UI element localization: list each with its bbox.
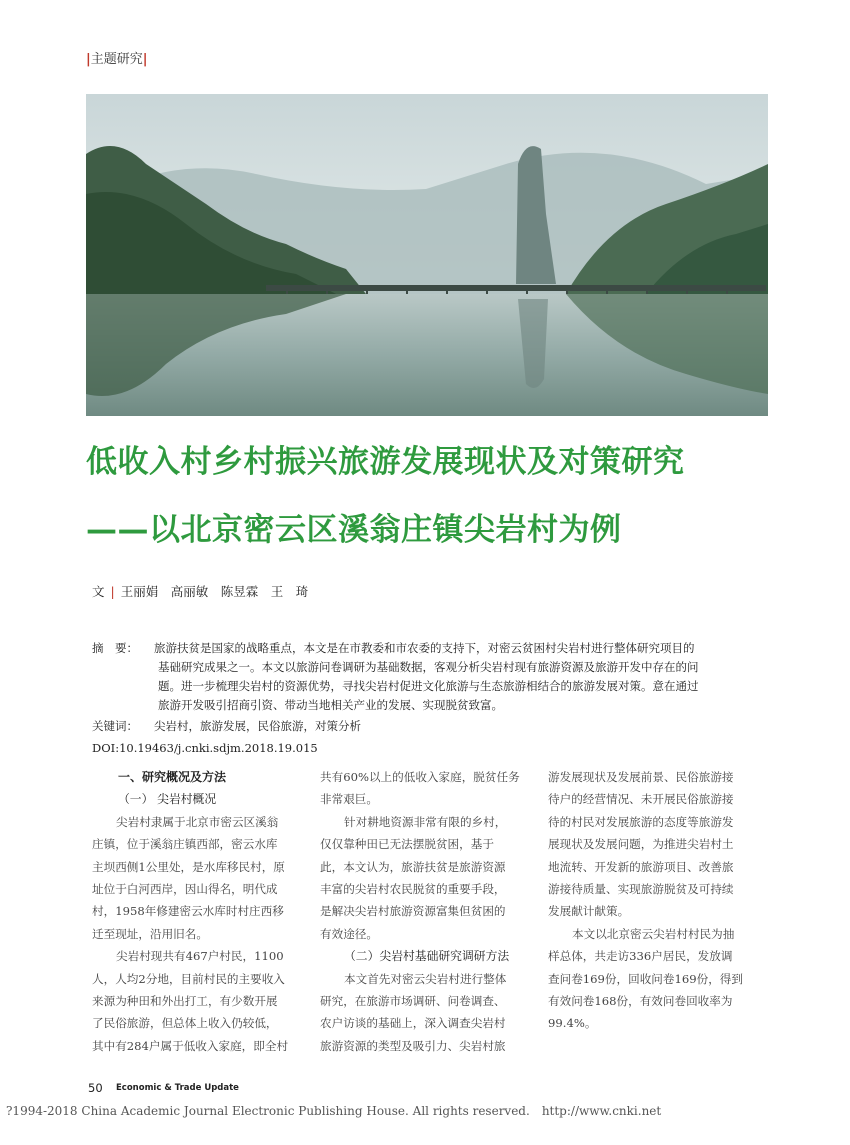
body-text-line: 研究，在旅游市场调研、问卷调查、: [320, 994, 506, 1009]
body-text-line: 非常艰巨。: [320, 792, 378, 807]
section-heading: 一、研究概况及方法: [118, 770, 227, 784]
body-text-line: 人，人均2分地，目前村民的主要收入: [92, 971, 285, 986]
keywords-text: 尖岩村，旅游发展，民俗旅游，对策分析: [154, 719, 361, 733]
body-text-line: 是解决尖岩村旅游资源富集但贫困的: [320, 904, 506, 919]
body-text-line: 样总体，共走访336户居民，发放调: [548, 949, 733, 964]
body-text-line: 农户访谈的基础上，深入调查尖岩村: [320, 1016, 506, 1031]
author-names: 王丽娟 高丽敏 陈昱霖 王 琦: [120, 584, 309, 599]
body-text-line: 村，1958年修建密云水库时村庄西移: [92, 904, 284, 919]
article-subtitle: ——以北京密云区溪翁庄镇尖岩村为例: [86, 512, 622, 548]
body-column-1: [92, 766, 302, 1057]
author-label: 文: [92, 584, 105, 599]
abstract-line: 基础研究成果之一。本文以旅游问卷调研为基础数据，客观分析尖岩村现有旅游资源及旅游开发中存在的问: [158, 660, 699, 674]
journal-name: Economic & Trade Update: [116, 1083, 239, 1093]
body-text-line: 待户的经营情况、未开展民俗旅游接: [548, 792, 734, 807]
body-text-line: 主坝西侧1公里处，是水库移民村，原: [92, 859, 285, 874]
body-text-line: 展现状及发展问题，为推进尖岩村土: [548, 837, 734, 852]
body-text-line: 游接待质量、实现旅游脱贫及可持续: [548, 882, 734, 897]
section-tag-label: 主题研究: [90, 52, 143, 67]
body-text-line: 其中有284户属于低收入家庭，即全村: [92, 1038, 289, 1053]
body-column-3: [548, 766, 758, 1035]
section-tag: [86, 48, 148, 67]
copyright-line: [6, 1104, 661, 1118]
body-text-line: 查问卷169份，回收问卷169份，得到: [548, 971, 743, 986]
author-line: [92, 582, 308, 600]
body-text-line: 仅仅靠种田已无法摆脱贫困，基于: [320, 837, 494, 852]
keywords-label: 关键词：: [92, 719, 138, 733]
body-text-line: 针对耕地资源非常有限的乡村，: [344, 814, 507, 829]
body-text-line: 99.4%。: [548, 1016, 597, 1031]
body-text-line: 待的村民对发展旅游的态度等旅游发: [548, 814, 734, 829]
body-text-line: 来源为种田和外出打工，有少数开展: [92, 994, 278, 1009]
body-text-line: 尖岩村现共有467户村民，1100: [116, 949, 284, 964]
subsection-heading: （一） 尖岩村概况: [118, 792, 217, 807]
body-text-line: 地流转、开发新的旅游项目、改善旅: [548, 859, 734, 874]
body-text-line: 址位于白河西岸，因山得名，明代成: [92, 882, 278, 897]
body-column-2: [320, 766, 530, 1057]
copyright-text: ?1994-2018 China Academic Journal Electronic Publishing House. All rights reserved.: [6, 1104, 530, 1118]
doi: DOI:10.19463/j.cnki.sdjm.2018.19.015: [92, 741, 318, 755]
body-text-line: 有效问卷168份，有效问卷回收率为: [548, 994, 733, 1009]
section-tag-bar-left: |: [86, 52, 91, 67]
body-text-line: 发展献计献策。: [548, 904, 630, 919]
body-text-line: 尖岩村隶属于北京市密云区溪翁: [116, 814, 279, 829]
body-text-line: 游发展现状及发展前景、民俗旅游接: [548, 770, 734, 784]
body-text-line: 有效途径。: [320, 926, 378, 941]
hero-landscape-photo: [86, 94, 768, 416]
body-text-line: 迁至现址，沿用旧名。: [92, 926, 208, 941]
body-text-line: 庄镇，位于溪翁庄镇西部，密云水库: [92, 837, 278, 852]
subsection-heading: （二）尖岩村基础研究调研方法: [344, 949, 510, 964]
body-text-line: 旅游资源的类型及吸引力、尖岩村旅: [320, 1038, 506, 1053]
copyright-url: http://www.cnki.net: [541, 1104, 662, 1118]
article-title: 低收入村乡村振兴旅游发展现状及对策研究: [86, 444, 685, 480]
body-text-line: 丰富的尖岩村农民脱贫的重要手段，: [320, 882, 506, 897]
abstract-line: 旅游开发吸引招商引资、带动当地相关产业的发展、实现脱贫致富。: [158, 698, 503, 712]
section-tag-bar-right: |: [142, 52, 148, 67]
body-text-line: 共有60%以上的低收入家庭，脱贫任务: [320, 770, 520, 784]
abstract-line: 旅游扶贫是国家的战略重点，本文是在市教委和市农委的支持下，对密云贫困村尖岩村进行整体研究项目的: [154, 641, 695, 655]
body-text-line: 此，本文认为，旅游扶贫是旅游资源: [320, 859, 506, 874]
body-text-line: 了民俗旅游，但总体上收入仍较低，: [92, 1016, 278, 1031]
page-number: 50: [88, 1081, 103, 1095]
body-text-line: 本文以北京密云尖岩村村民为抽: [572, 926, 735, 941]
body-text-line: 本文首先对密云尖岩村进行整体: [344, 971, 507, 986]
abstract-label: 摘 要：: [92, 641, 138, 655]
author-separator: |: [110, 584, 115, 599]
abstract-line: 题。进一步梳理尖岩村的资源优势，寻找尖岩村促进文化旅游与生态旅游相结合的旅游发展对策。意在通过: [158, 679, 699, 693]
